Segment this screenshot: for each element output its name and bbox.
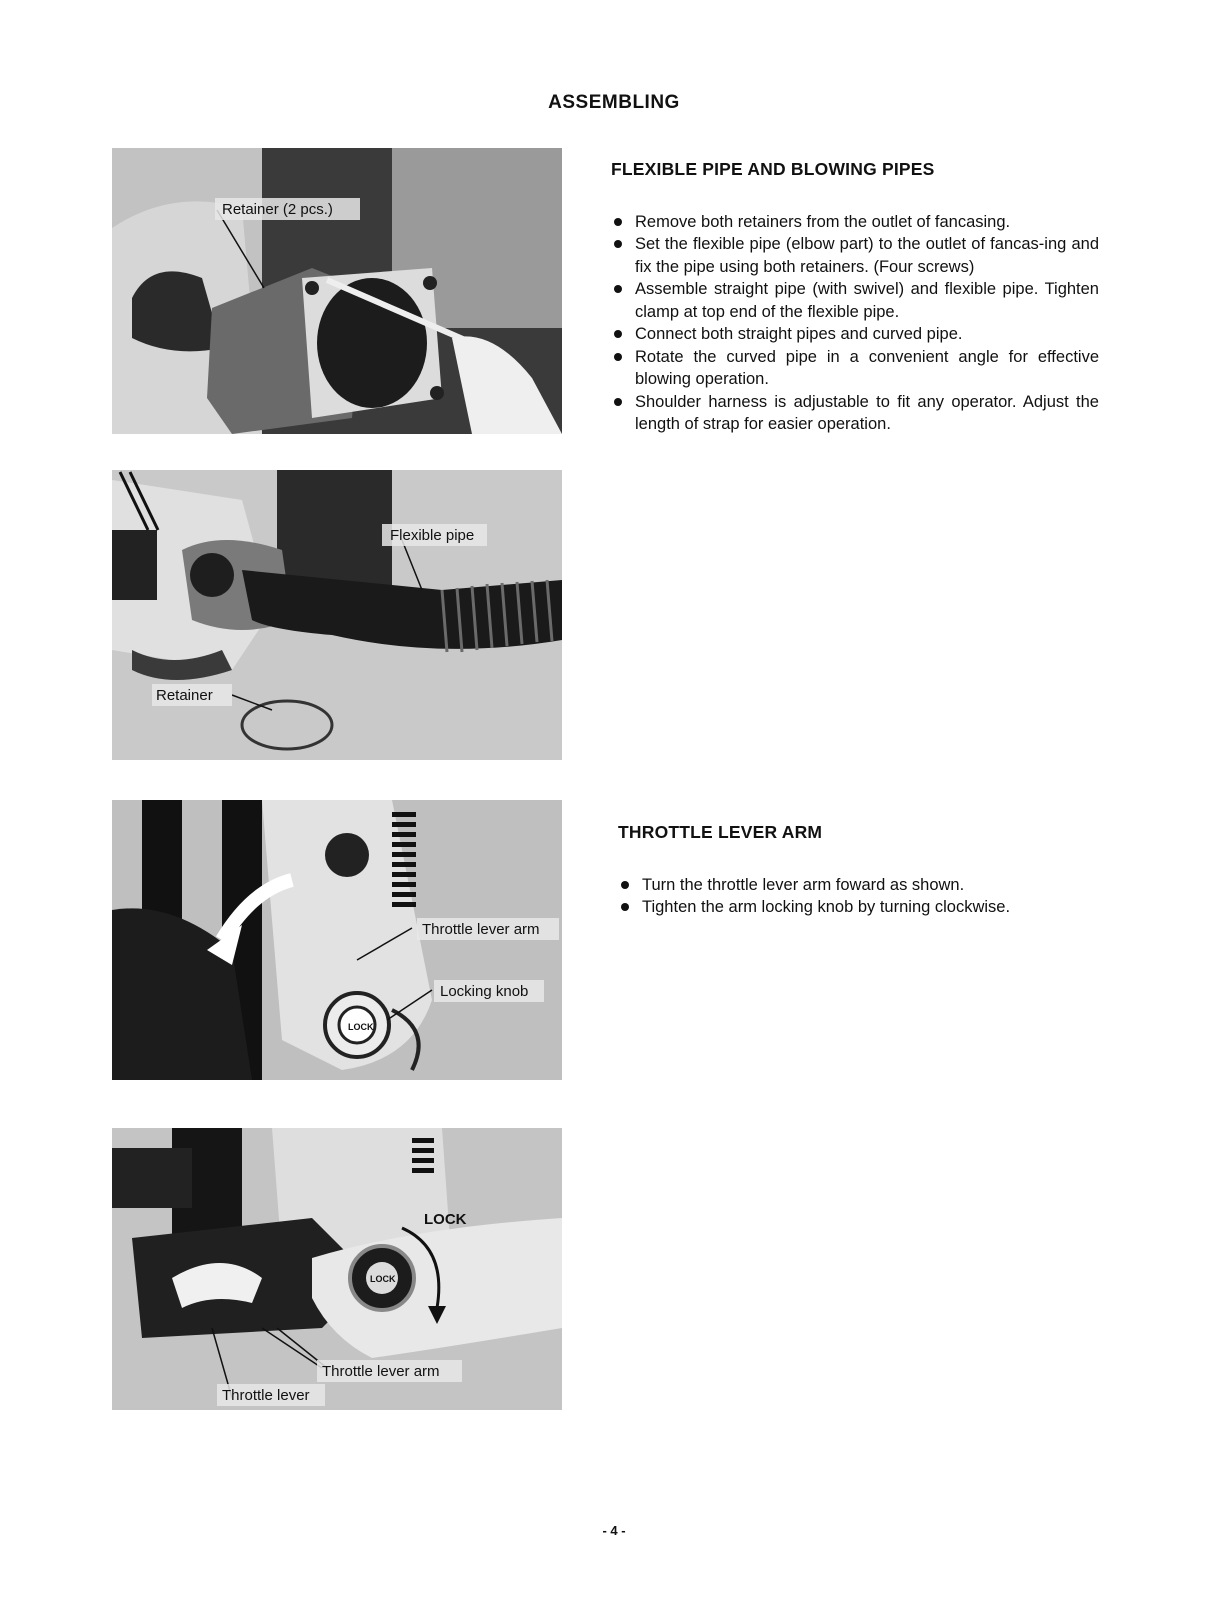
step-item: Shoulder harness is adjustable to fit any operator. Adjust the length of strap for easier operation. [611,391,1099,436]
throttle-lever-arm-label: Throttle lever arm [422,921,540,938]
lock-direction-label: LOCK [424,1211,467,1228]
knob-lock-text: LOCK [348,1022,374,1032]
locking-knob-label: Locking knob [440,983,529,1000]
step-item: Turn the throttle lever arm foward as shown. [618,874,1098,897]
flexible-pipe-steps [611,211,1099,436]
throttle-lever-arm-photo [112,800,562,1080]
step-item: Assemble straight pipe (with swivel) and flexible pipe. Tighten clamp at top end of the flexible pipe. [611,278,1099,323]
page-title: ASSEMBLING [548,92,680,113]
knob-lock-text-2: LOCK [370,1274,396,1284]
retainer-label: Retainer (2 pcs.) [222,201,333,218]
retainer-label-2: Retainer [156,687,213,704]
throttle-steps [618,874,1098,919]
step-item: Remove both retainers from the outlet of fancasing. [611,211,1099,234]
flexible-pipe-label: Flexible pipe [390,527,475,544]
throttle-section [618,821,1098,919]
retainer-photo [112,148,562,434]
lock-operation-photo [112,1128,562,1410]
page-number: - 4 - [602,1523,626,1538]
step-item: Connect both straight pipes and curved pipe. [611,323,1099,346]
step-item: Set the flexible pipe (elbow part) to the outlet of fancas-ing and fix the pipe using both retainers. (Four screws) [611,233,1099,278]
step-item: Rotate the curved pipe in a convenient angle for effective blowing operation. [611,346,1099,391]
throttle-heading: THROTTLE LEVER ARM [618,822,823,842]
flexible-pipe-heading: FLEXIBLE PIPE AND BLOWING PIPES [611,159,935,179]
throttle-lever-arm-label-2: Throttle lever arm [322,1363,440,1380]
step-item: Tighten the arm locking knob by turning clockwise. [618,896,1098,919]
flexible-pipe-section [611,158,1099,436]
throttle-lever-label: Throttle lever [222,1387,310,1404]
flexible-pipe-photo [112,470,562,760]
